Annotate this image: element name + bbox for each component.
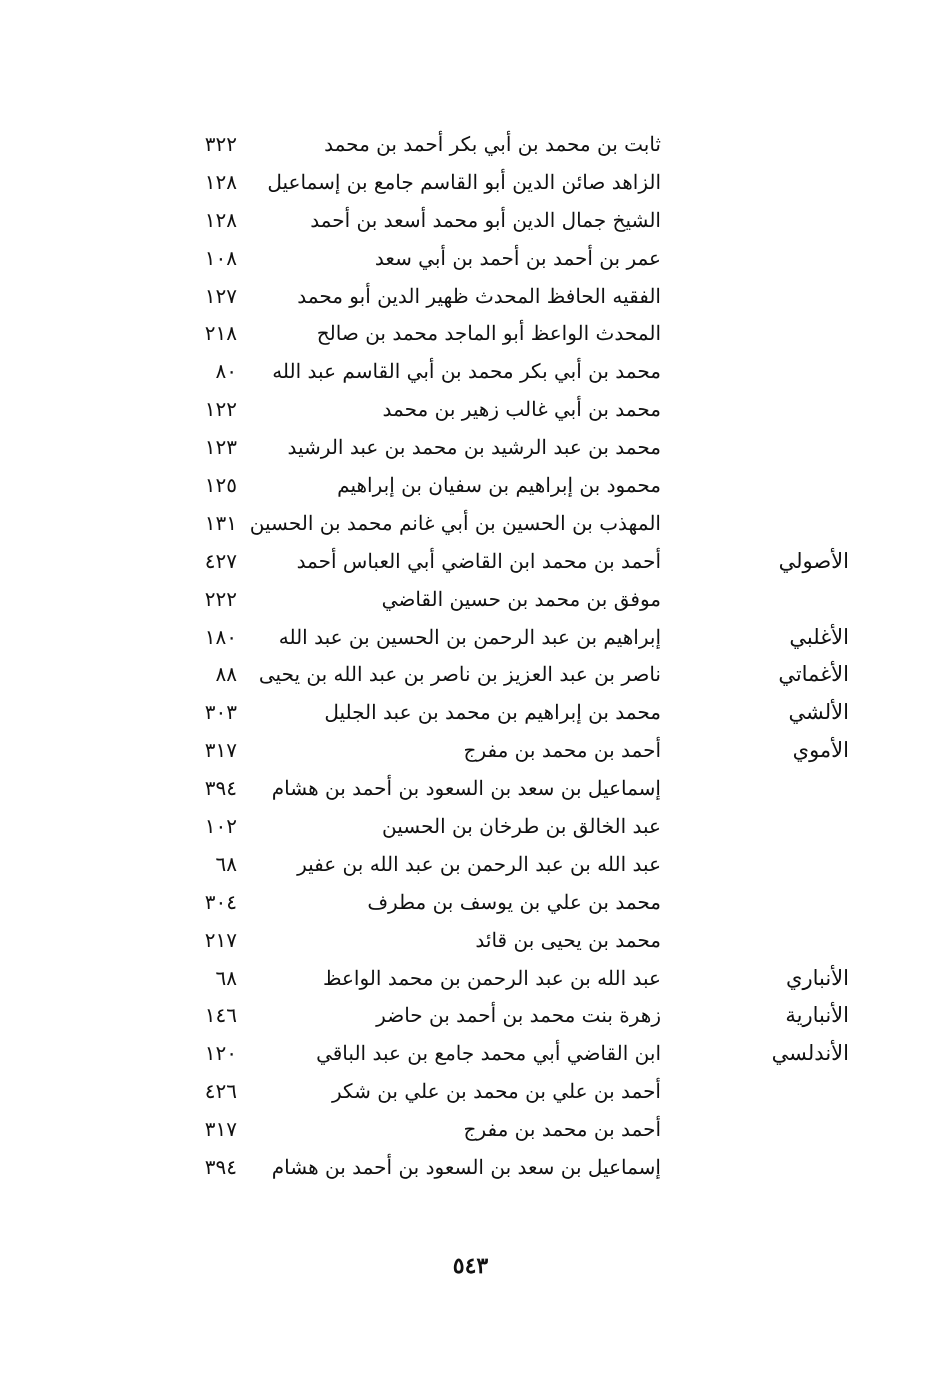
entry-page-number: ٣١٧ (204, 1117, 237, 1142)
entry-page-number: ١٠٨ (204, 245, 237, 270)
entry-name: زهرة بنت محمد بن أحمد بن حاضر (376, 1003, 661, 1028)
entry-name: الفقيه الحافظ المحدث ظهير الدين أبو محمد (297, 283, 661, 308)
entry-page-number: ٤٢٦ (204, 1079, 237, 1104)
entry-page-number: ١٢٨ (204, 169, 237, 194)
entry-name: إبراهيم بن عبد الرحمن بن الحسين بن عبد الله (278, 624, 661, 649)
entry-name: الشيخ جمال الدين أبو محمد أسعد بن أحمد (310, 207, 661, 232)
index-entry (0, 280, 941, 318)
entry-page-number: ١٠٢ (204, 814, 237, 839)
index-entry (0, 810, 941, 848)
entry-name: إسماعيل بن سعد بن السعود بن أحمد بن هشام (271, 1155, 661, 1180)
entry-nisba: الأنبارية (785, 1003, 849, 1028)
entry-name: محمد بن أبي غالب زهير بن محمد (382, 397, 661, 422)
entry-name: أحمد بن محمد ابن القاضي أبي العباس أحمد (296, 548, 661, 573)
entry-nisba: الأصولي (778, 548, 849, 573)
entry-name: المحدث الواعظ أبو الماجد محمد بن صالح (316, 321, 661, 346)
entry-name: المهذب بن الحسين بن أبي غانم محمد بن الحسين (249, 510, 661, 535)
entry-name: محمد بن إبراهيم بن محمد بن عبد الجليل (324, 700, 661, 725)
entry-page-number: ١٨٠ (204, 624, 237, 649)
entry-name: عبد الخالق بن طرخان بن الحسين (381, 814, 661, 839)
index-entry (0, 431, 941, 469)
entry-page-number: ١٢٨ (204, 207, 237, 232)
index-entry (0, 772, 941, 810)
index-entry (0, 469, 941, 507)
entry-name: عبد الله بن عبد الرحمن بن عبد الله بن عفير (297, 851, 661, 876)
index-list (0, 128, 941, 1189)
index-entry (0, 355, 941, 393)
entry-page-number: ٢٢٢ (204, 586, 237, 611)
entry-name: عبد الله بن عبد الرحمن بن محمد الواعظ (323, 965, 661, 990)
entry-page-number: ١٣١ (204, 510, 237, 535)
index-entry (0, 1151, 941, 1189)
entry-name: إسماعيل بن سعد بن السعود بن أحمد بن هشام (271, 776, 661, 801)
index-entry (0, 1037, 941, 1075)
index-entry (0, 507, 941, 545)
index-entry (0, 886, 941, 924)
index-entry (0, 583, 941, 621)
entry-page-number: ٣٠٣ (204, 700, 237, 725)
entry-nisba: الأغماتي (778, 662, 849, 687)
entry-nisba: الألشي (788, 700, 849, 725)
entry-name: أحمد بن محمد بن مفرج (463, 738, 661, 763)
index-entry (0, 166, 941, 204)
entry-name: الزاهد صائن الدين أبو القاسم جامع بن إسماعيل (267, 169, 661, 194)
entry-page-number: ٨٠ (215, 359, 237, 384)
entry-page-number: ١٢٢ (204, 397, 237, 422)
index-entry (0, 204, 941, 242)
entry-nisba: الأندلسي (771, 1041, 849, 1066)
entry-page-number: ١٢٠ (204, 1041, 237, 1066)
entry-name: محمد بن علي بن يوسف بن مطرف (367, 889, 661, 914)
entry-name: أحمد بن علي بن محمد بن علي بن شكر (332, 1079, 661, 1104)
entry-name: محمد بن يحيى بن قائد (475, 927, 661, 952)
index-entry (0, 999, 941, 1037)
index-entry (0, 658, 941, 696)
entry-page-number: ١٢٧ (204, 283, 237, 308)
index-entry (0, 128, 941, 166)
entry-name: ثابت بن محمد بن أبي بكر أحمد بن محمد (324, 132, 661, 156)
entry-name: محمد بن أبي بكر محمد بن أبي القاسم عبد الله (272, 359, 661, 384)
index-entry (0, 1113, 941, 1151)
entry-nisba: الأغلبي (789, 624, 849, 649)
entry-page-number: ٦٨ (215, 965, 237, 990)
entry-page-number: ٣١٧ (204, 738, 237, 763)
page-number: ٥٤٣ (452, 1253, 489, 1279)
entry-page-number: ٢١٧ (204, 927, 237, 952)
index-entry (0, 924, 941, 962)
entry-name: محمود بن إبراهيم بن سفيان بن إبراهيم (337, 473, 661, 498)
index-entry (0, 621, 941, 659)
entry-page-number: ٢١٨ (204, 321, 237, 346)
entry-page-number: ١٢٣ (204, 435, 237, 460)
index-entry (0, 696, 941, 734)
entry-page-number: ٨٨ (215, 662, 237, 687)
index-entry (0, 545, 941, 583)
entry-page-number: ٦٨ (215, 851, 237, 876)
index-entry (0, 393, 941, 431)
entry-page-number: ٤٢٧ (204, 548, 237, 573)
entry-nisba: الأموي (792, 738, 849, 763)
entry-name: أحمد بن محمد بن مفرج (463, 1117, 661, 1142)
entry-name: محمد بن عبد الرشيد بن محمد بن عبد الرشيد (287, 435, 661, 460)
entry-page-number: ٣٩٤ (204, 776, 237, 801)
index-entry (0, 1075, 941, 1113)
entry-name: ناصر بن عبد العزيز بن ناصر بن عبد الله بن يحيى (258, 662, 661, 687)
entry-name: موفق بن محمد بن حسين القاضي (381, 586, 661, 611)
index-entry (0, 242, 941, 280)
entry-page-number: ١٤٦ (204, 1003, 237, 1028)
index-entry (0, 734, 941, 772)
index-entry (0, 848, 941, 886)
entry-page-number: ١٢٥ (204, 473, 237, 498)
entry-nisba: الأنباري (786, 965, 849, 990)
entry-name: عمر بن أحمد بن أحمد بن أبي سعد (374, 245, 661, 270)
entry-page-number: ٣٠٤ (204, 889, 237, 914)
index-entry (0, 317, 941, 355)
entry-name: ابن القاضي أبي محمد جامع بن عبد الباقي (316, 1041, 661, 1066)
entry-page-number: ٣٩٤ (204, 1155, 237, 1180)
index-entry (0, 962, 941, 1000)
entry-page-number: ٣٢٢ (204, 132, 237, 156)
